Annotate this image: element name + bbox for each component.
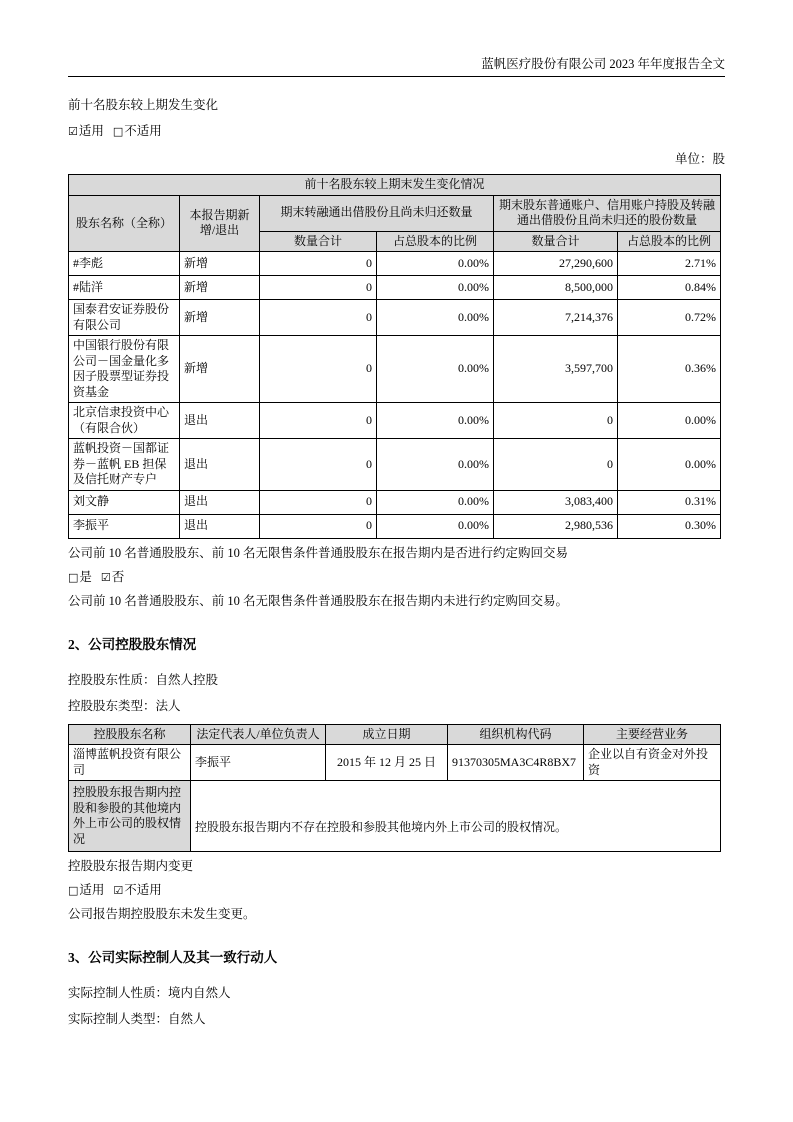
cell-legal-rep: 李振平 xyxy=(191,745,326,781)
applicability-line xyxy=(68,123,725,140)
col-lend-ratio: 占总股本的比例 xyxy=(377,231,494,252)
col-main-business: 主要经营业务 xyxy=(584,724,721,745)
cell-change-type: 新增 xyxy=(180,276,260,300)
cell-change-type: 退出 xyxy=(180,439,260,491)
col-lend-total: 数量合计 xyxy=(260,231,377,252)
group-endholding-header: 期末股东普通账户、信用账户持股及转融通出借股份且尚未归还的股份数量 xyxy=(494,195,721,231)
controlling-shareholder-nature: 控股股东性质：自然人控股 xyxy=(68,672,219,687)
cell-shareholder-name: 中国银行股份有限公司－国金量化多因子股票型证券投资基金 xyxy=(69,336,180,403)
cell-change-type: 退出 xyxy=(180,403,260,439)
cell-lend-ratio: 0.00% xyxy=(377,276,494,300)
unchecked-box-icon[interactable]: □ xyxy=(68,884,79,897)
cell-lend-ratio: 0.00% xyxy=(377,439,494,491)
table-row xyxy=(69,403,721,439)
cell-shareholder-name: 北京信隶投资中心（有限合伙） xyxy=(69,403,180,439)
table-title-row xyxy=(69,175,721,196)
table-row xyxy=(69,252,721,276)
cell-shareholder-name: #陆洋 xyxy=(69,276,180,300)
table-header-row-1 xyxy=(69,195,721,231)
cell-hold-total: 3,597,700 xyxy=(494,336,618,403)
cell-lend-ratio: 0.00% xyxy=(377,336,494,403)
col-hold-ratio: 占总股本的比例 xyxy=(618,231,721,252)
not-applicable-label: 不适用 xyxy=(124,124,162,138)
checked-box-icon[interactable]: ☑ xyxy=(100,570,111,584)
controlling-change-statement: 公司报告期控股股东未发生变更。 xyxy=(68,907,256,921)
col-change-type: 本报告期新增/退出 xyxy=(180,195,260,252)
cell-lend-total: 0 xyxy=(260,276,377,300)
cell-hold-ratio: 0.31% xyxy=(618,490,721,514)
cell-org-code: 91370305MA3C4R8BX7 xyxy=(448,745,584,781)
table-row xyxy=(69,300,721,336)
cell-hold-total: 0 xyxy=(494,439,618,491)
actual-controller-type: 实际控制人类型：自然人 xyxy=(68,1012,206,1026)
cell-shareholder-name: 国泰君安证券股份有限公司 xyxy=(69,300,180,336)
cell-shareholder-name: 李振平 xyxy=(69,514,180,538)
col-established-date: 成立日期 xyxy=(326,724,448,745)
cell-change-type: 新增 xyxy=(180,252,260,276)
col-shareholder-name: 股东名称（全称） xyxy=(69,195,180,252)
table-row xyxy=(69,781,721,852)
cell-lend-total: 0 xyxy=(260,490,377,514)
other-listed-holdings-value: 控股股东报告期内不存在控股和参股其他境内外上市公司的股权情况。 xyxy=(191,781,721,852)
controlling-change-applicability xyxy=(68,882,725,899)
cell-lend-ratio: 0.00% xyxy=(377,403,494,439)
repo-yes-label: 是 xyxy=(79,569,92,584)
table1-title: 前十名股东较上期末发生变化情况 xyxy=(69,175,721,196)
cell-lend-ratio: 0.00% xyxy=(377,300,494,336)
cell-hold-total: 0 xyxy=(494,403,618,439)
table-row xyxy=(69,514,721,538)
cell-shareholder-name: #李彪 xyxy=(69,252,180,276)
col-org-code: 组织机构代码 xyxy=(448,724,584,745)
cell-hold-ratio: 0.36% xyxy=(618,336,721,403)
checked-box-icon[interactable]: ☑ xyxy=(68,125,78,138)
cell-lend-total: 0 xyxy=(260,439,377,491)
section-2-heading: 2、公司控股股东情况 xyxy=(68,636,197,652)
cell-lend-ratio: 0.00% xyxy=(377,514,494,538)
repo-question: 公司前 10 名普通股股东、前 10 名无限售条件普通股股东在报告期内是否进行约定购回交易 xyxy=(68,545,569,560)
cell-main-business: 企业以自有资金对外投资 xyxy=(584,745,721,781)
cell-lend-total: 0 xyxy=(260,252,377,276)
cell-change-type: 新增 xyxy=(180,336,260,403)
top-ten-change-heading: 前十名股东较上期发生变化 xyxy=(68,98,219,112)
cell-hold-total: 3,083,400 xyxy=(494,490,618,514)
table-row xyxy=(69,439,721,491)
unchecked-box-icon[interactable]: □ xyxy=(112,125,124,138)
repo-statement: 公司前 10 名普通股股东、前 10 名无限售条件普通股股东在报告期内未进行约定购回交易。 xyxy=(68,593,569,608)
table-row xyxy=(69,336,721,403)
cell-hold-ratio: 2.71% xyxy=(618,252,721,276)
top-ten-shareholder-change-table xyxy=(68,174,721,539)
cell-established-date: 2015 年 12 月 25 日 xyxy=(326,745,448,781)
header-rule xyxy=(68,76,725,77)
cell-change-type: 新增 xyxy=(180,300,260,336)
cell-change-type: 退出 xyxy=(180,514,260,538)
table-row xyxy=(69,745,721,781)
cell-lend-ratio: 0.00% xyxy=(377,252,494,276)
controlling-change-heading: 控股股东报告期内变更 xyxy=(68,859,194,873)
cell-lend-total: 0 xyxy=(260,514,377,538)
controlling-shareholder-table xyxy=(68,724,721,853)
col-controlling-name: 控股股东名称 xyxy=(69,724,191,745)
unchecked-box-icon[interactable]: □ xyxy=(68,570,79,584)
section-3-heading: 3、公司实际控制人及其一致行动人 xyxy=(68,950,278,965)
repo-no-label: 否 xyxy=(111,569,125,584)
table-row xyxy=(69,276,721,300)
cell-shareholder-name: 刘文静 xyxy=(69,490,180,514)
cell-hold-total: 2,980,536 xyxy=(494,514,618,538)
cell-hold-ratio: 0.84% xyxy=(618,276,721,300)
cell-hold-total: 7,214,376 xyxy=(494,300,618,336)
change-applicable-label: 适用 xyxy=(79,883,105,897)
col-legal-rep: 法定代表人/单位负责人 xyxy=(191,724,326,745)
cell-lend-total: 0 xyxy=(260,336,377,403)
repo-answer-line xyxy=(68,569,725,586)
actual-controller-nature: 实际控制人性质：境内自然人 xyxy=(68,986,231,1000)
cell-hold-total: 8,500,000 xyxy=(494,276,618,300)
col-hold-total: 数量合计 xyxy=(494,231,618,252)
cell-controlling-name: 淄博蓝帆投资有限公司 xyxy=(69,745,191,781)
group-lending-header: 期末转融通出借股份且尚未归还数量 xyxy=(260,195,494,231)
other-listed-holdings-label: 控股股东报告期内控股和参股的其他境内外上市公司的股权情况 xyxy=(69,781,191,852)
running-header: 蓝帆医疗股份有限公司 2023 年年度报告全文 xyxy=(481,57,725,71)
cell-change-type: 退出 xyxy=(180,490,260,514)
cell-hold-ratio: 0.00% xyxy=(618,403,721,439)
cell-lend-total: 0 xyxy=(260,403,377,439)
cell-shareholder-name: 蓝帆投资－国都证券－蓝帆 EB 担保及信托财产专户 xyxy=(69,439,180,491)
cell-hold-ratio: 0.00% xyxy=(618,439,721,491)
change-not-applicable-label: 不适用 xyxy=(124,883,162,897)
cell-lend-ratio: 0.00% xyxy=(377,490,494,514)
cell-hold-ratio: 0.72% xyxy=(618,300,721,336)
checked-box-icon[interactable]: ☑ xyxy=(113,884,124,897)
cell-lend-total: 0 xyxy=(260,300,377,336)
table-row xyxy=(69,490,721,514)
cell-hold-ratio: 0.30% xyxy=(618,514,721,538)
controlling-shareholder-type: 控股股东类型：法人 xyxy=(68,698,181,713)
unit-label: 单位：股 xyxy=(674,152,725,166)
applicable-label: 适用 xyxy=(78,124,104,138)
cell-hold-total: 27,290,600 xyxy=(494,252,618,276)
table-header-row xyxy=(69,724,721,745)
